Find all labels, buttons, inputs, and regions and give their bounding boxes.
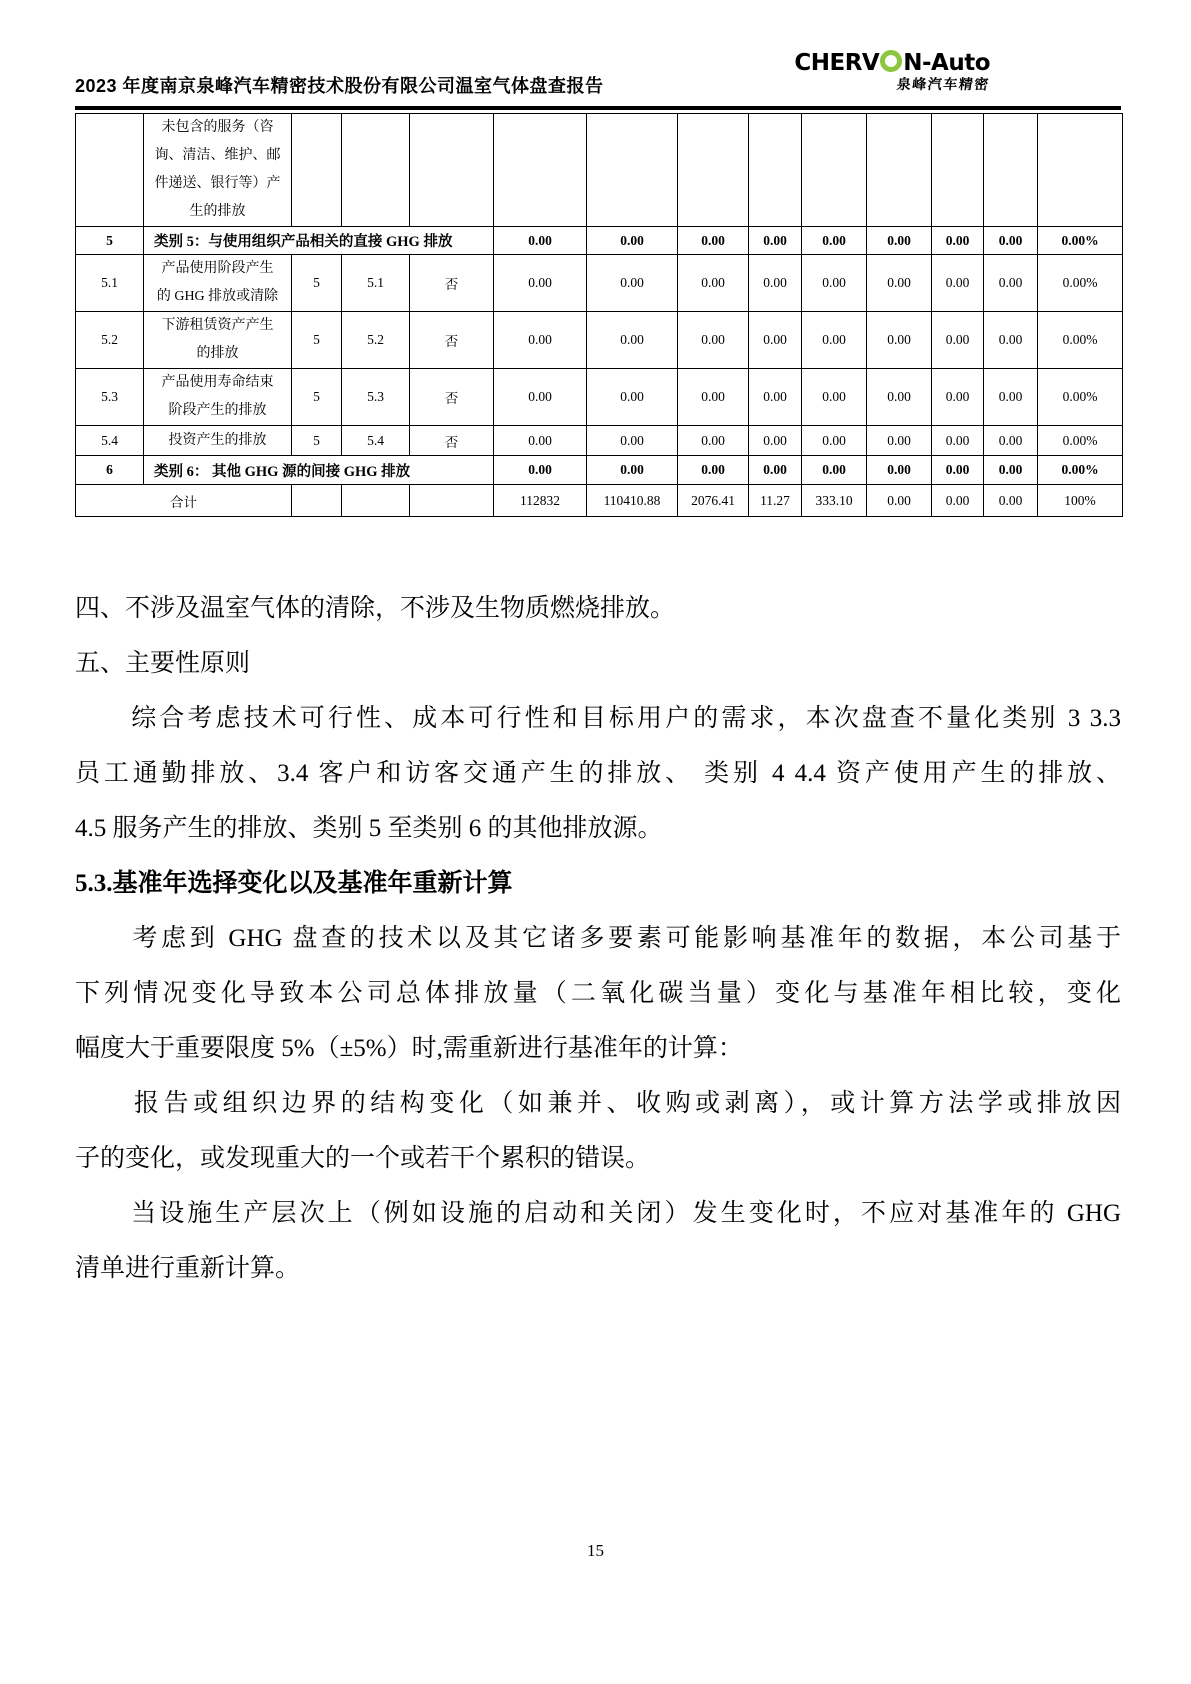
table-cell: 0.00 — [749, 426, 802, 456]
row-continuation — [76, 114, 1123, 227]
table-cell: 0.00 — [867, 485, 932, 517]
table-cell — [292, 114, 342, 227]
row-total — [76, 485, 1123, 517]
table-cell: 0.00 — [678, 312, 749, 369]
table-cell: 0.00 — [802, 227, 867, 255]
table-cell: 否 — [410, 312, 494, 369]
paragraph-line: 清单进行重新计算。 — [75, 1255, 301, 1282]
table-cell: 5 — [292, 312, 342, 369]
table-cell: 0.00 — [932, 426, 984, 456]
table-cell: 0.00 — [932, 369, 984, 426]
row-5-2 — [76, 312, 1123, 369]
table-cell: 5.1 — [76, 255, 144, 312]
header-rule — [75, 106, 1121, 110]
table-cell: 0.00 — [678, 369, 749, 426]
table-cell: 未包含的服务（咨 询、清洁、维护、邮 件递送、银行等）产 生的排放 — [144, 114, 292, 227]
table-cell: 5.4 — [342, 426, 410, 456]
table-cell: 11.27 — [749, 485, 802, 517]
ghg-emission-table — [75, 113, 1123, 517]
row-5-1 — [76, 255, 1123, 312]
row-category-5 — [76, 227, 1123, 255]
paragraph-line: 4.5 服务产生的排放、类别 5 至类别 6 的其他排放源。 — [75, 815, 663, 842]
table-cell: 0.00 — [867, 369, 932, 426]
chervon-auto-logo — [794, 50, 990, 92]
table-cell: 0.00 — [494, 255, 587, 312]
table-cell: 100% — [1038, 485, 1123, 517]
paragraph-line: 报告或组织边界的结构变化（如兼并、收购或剥离），或计算方法学或排放因 — [75, 1090, 1121, 1117]
brand-wordmark — [794, 50, 990, 75]
table-cell: 0.00 — [587, 369, 678, 426]
table-cell: 5.4 — [76, 426, 144, 456]
table-cell: 0.00 — [678, 255, 749, 312]
table-cell: 0.00 — [587, 312, 678, 369]
table-cell — [984, 114, 1038, 227]
table-cell: 0.00 — [984, 426, 1038, 456]
table-cell: 0.00 — [494, 369, 587, 426]
table-cell: 333.10 — [802, 485, 867, 517]
table-cell: 0.00 — [494, 312, 587, 369]
table-cell: 5.3 — [76, 369, 144, 426]
table-cell — [410, 485, 494, 517]
table-cell — [749, 114, 802, 227]
table-cell: 0.00 — [587, 456, 678, 485]
table-cell: 合计 — [76, 485, 292, 517]
paragraph-line: 员工通勤排放、3.4 客户和访客交通产生的排放、 类别 4 4.4 资产使用产生的排放、 — [75, 760, 1121, 787]
table-cell: 5 — [76, 227, 144, 255]
table-cell: 0.00 — [802, 426, 867, 456]
table-cell: 5.1 — [342, 255, 410, 312]
table-cell: 0.00 — [494, 227, 587, 255]
paragraph-line: 下列情况变化导致本公司总体排放量（二氧化碳当量）变化与基准年相比较，变化 — [75, 980, 1121, 1007]
table-cell: 112832 — [494, 485, 587, 517]
table-cell: 0.00 — [867, 312, 932, 369]
paragraph-line: 综合考虑技术可行性、成本可行性和目标用户的需求，本次盘查不量化类别 3 3.3 — [75, 705, 1121, 732]
table-cell: 6 — [76, 456, 144, 485]
table-cell: 0.00% — [1038, 255, 1123, 312]
table-cell: 0.00 — [749, 456, 802, 485]
table-cell: 0.00 — [932, 312, 984, 369]
table-cell: 0.00 — [678, 227, 749, 255]
table-cell: 0.00 — [749, 312, 802, 369]
table-cell: 0.00% — [1038, 456, 1123, 485]
table-cell — [932, 114, 984, 227]
table-cell: 产品使用寿命结束 阶段产生的排放 — [144, 369, 292, 426]
table-cell: 0.00 — [749, 227, 802, 255]
table-cell: 0.00 — [984, 255, 1038, 312]
table-cell: 0.00 — [802, 255, 867, 312]
table-cell: 5 — [292, 426, 342, 456]
section-heading: 五、主要性原则 — [75, 650, 251, 677]
table-cell: 0.00 — [932, 227, 984, 255]
table-cell: 0.00 — [749, 369, 802, 426]
table-cell: 0.00 — [984, 369, 1038, 426]
table-cell: 0.00% — [1038, 369, 1123, 426]
table-cell: 0.00 — [494, 456, 587, 485]
page-number: 15 — [587, 1541, 604, 1560]
paragraph-line: 考虑到 GHG 盘查的技术以及其它诸多要素可能影响基准年的数据，本公司基于 — [75, 925, 1121, 952]
table-cell: 0.00 — [678, 456, 749, 485]
table-cell: 0.00% — [1038, 426, 1123, 456]
table-cell — [587, 114, 678, 227]
row-category-6 — [76, 456, 1123, 485]
table-cell: 5 — [292, 255, 342, 312]
table-cell: 投资产生的排放 — [144, 426, 292, 456]
table-cell — [1038, 114, 1123, 227]
table-cell: 类别 5：与使用组织产品相关的直接 GHG 排放 — [144, 227, 494, 255]
table-cell — [410, 114, 494, 227]
brand-subtext: 泉峰汽车精密 — [896, 77, 991, 93]
table-cell: 0.00 — [984, 485, 1038, 517]
table-cell: 110410.88 — [587, 485, 678, 517]
body-text — [75, 581, 1121, 1296]
table-cell: 产品使用阶段产生 的 GHG 排放或清除 — [144, 255, 292, 312]
table-cell: 5.2 — [342, 312, 410, 369]
table-cell: 0.00 — [802, 369, 867, 426]
row-5-4 — [76, 426, 1123, 456]
table-cell: 2076.41 — [678, 485, 749, 517]
brand-text-post: N-Auto — [903, 50, 990, 76]
table-cell: 0.00% — [1038, 227, 1123, 255]
table-cell: 0.00 — [494, 426, 587, 456]
table-cell: 否 — [410, 426, 494, 456]
table-cell — [76, 114, 144, 227]
row-5-3 — [76, 369, 1123, 426]
table-cell: 0.00% — [1038, 312, 1123, 369]
table-cell: 0.00 — [587, 255, 678, 312]
table-cell: 0.00 — [867, 227, 932, 255]
paragraph-line: 子的变化，或发现重大的一个或若干个累积的错误。 — [75, 1145, 651, 1172]
table-cell: 0.00 — [932, 255, 984, 312]
table-cell: 0.00 — [867, 255, 932, 312]
table-cell: 否 — [410, 369, 494, 426]
table-cell: 0.00 — [802, 456, 867, 485]
table-cell: 0.00 — [867, 456, 932, 485]
brand-text-pre: CHERV — [794, 50, 880, 76]
table-cell: 0.00 — [802, 312, 867, 369]
table-cell: 否 — [410, 255, 494, 312]
table-body — [76, 114, 1123, 517]
table-cell — [867, 114, 932, 227]
table-cell: 5.3 — [342, 369, 410, 426]
table-cell — [342, 114, 410, 227]
table-cell: 0.00 — [932, 456, 984, 485]
table-cell — [802, 114, 867, 227]
table-cell — [292, 485, 342, 517]
table-cell: 0.00 — [984, 456, 1038, 485]
table-cell: 0.00 — [749, 255, 802, 312]
section-heading: 四、不涉及温室气体的清除，不涉及生物质燃烧排放。 — [75, 595, 676, 622]
table-cell: 5 — [292, 369, 342, 426]
table-cell: 0.00 — [932, 485, 984, 517]
table-cell: 下游租赁资产产生 的排放 — [144, 312, 292, 369]
table-cell: 0.00 — [678, 426, 749, 456]
table-cell: 0.00 — [984, 227, 1038, 255]
table-cell — [342, 485, 410, 517]
section-heading: 5.3.基准年选择变化以及基准年重新计算 — [75, 870, 513, 897]
table-cell — [678, 114, 749, 227]
table-cell: 类别 6： 其他 GHG 源的间接 GHG 排放 — [144, 456, 494, 485]
green-ring-icon — [880, 50, 902, 72]
table-cell: 0.00 — [867, 426, 932, 456]
table-cell: 5.2 — [76, 312, 144, 369]
table-cell — [494, 114, 587, 227]
table-cell: 0.00 — [984, 312, 1038, 369]
paragraph-line: 幅度大于重要限度 5%（±5%）时,需重新进行基准年的计算： — [75, 1035, 743, 1062]
table-cell: 0.00 — [587, 227, 678, 255]
document-header-title: 2023 年度南京泉峰汽车精密技术股份有限公司温室气体盘查报告 — [75, 76, 604, 96]
paragraph-line: 当设施生产层次上（例如设施的启动和关闭）发生变化时，不应对基准年的 GHG — [75, 1200, 1121, 1227]
table-cell: 0.00 — [587, 426, 678, 456]
